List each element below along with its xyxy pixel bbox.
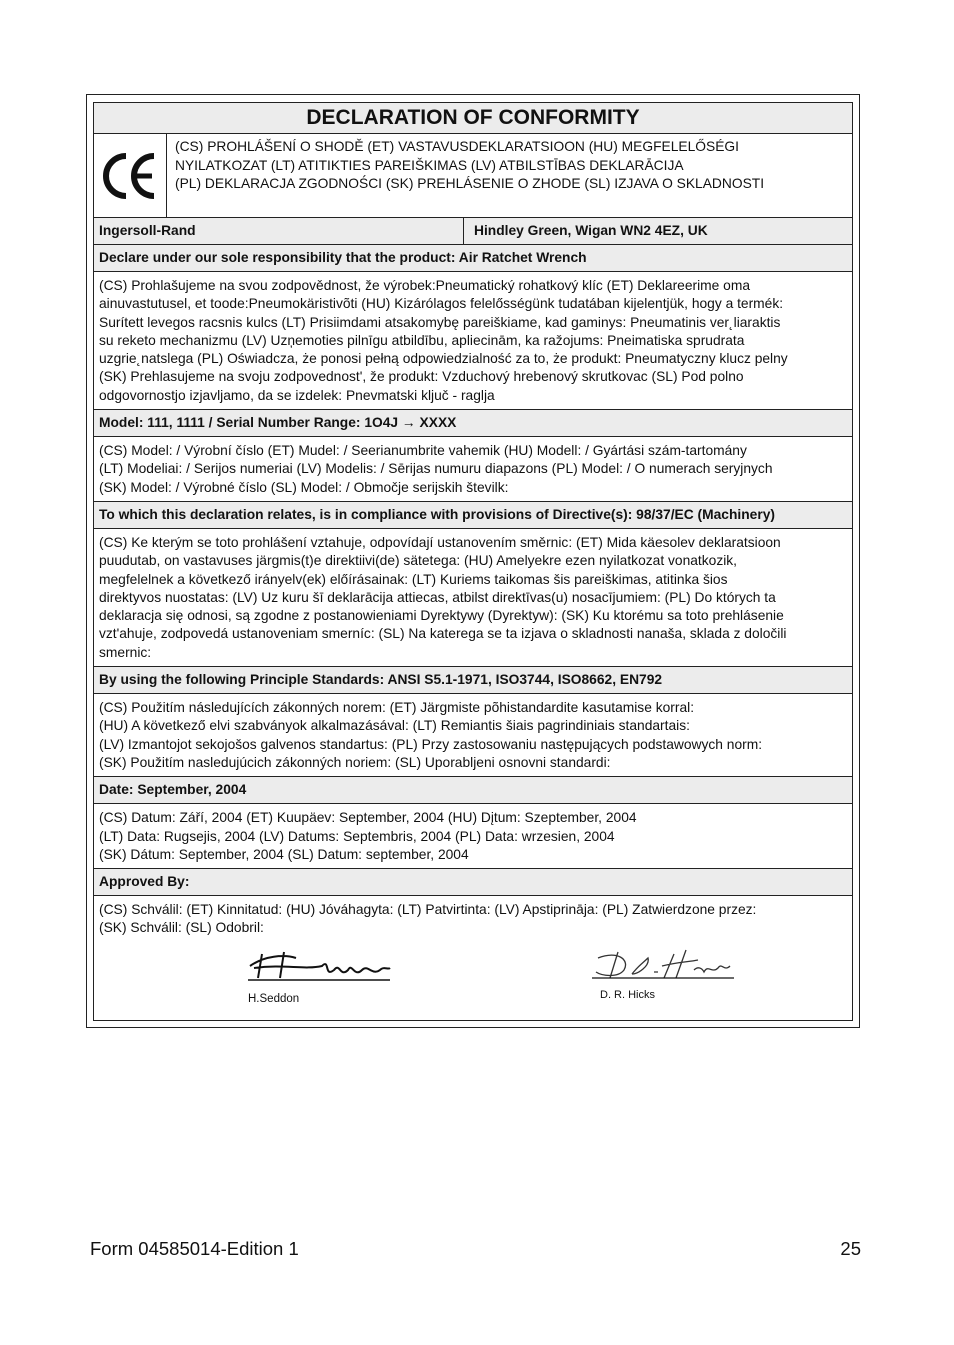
body-line: (CS) Použitím následujících zákonných norem: (ET) Järgmiste põhistandardite kasutamise korral:: [99, 700, 695, 716]
body-line: (HU) A következő elvi szabványok alkalmazásával: (LT) Remiantis šiais pagrindiniais standartais:: [99, 718, 690, 734]
signature-name: D. R. Hicks: [600, 988, 655, 1001]
body-line: Surített levegos racsnis kulcs (LT) Prisiimdami atsakomybę pareiškiame, kad gaminys: Pneumatinis ver˛liaraktis: [99, 314, 781, 330]
body-line: (LT) Data: Rugsejis, 2004 (LV) Datums: Septembris, 2004 (PL) Data: wrzesien, 2004: [99, 828, 615, 844]
body-line: smernic:: [99, 644, 152, 660]
declaration-frame: [86, 94, 860, 1028]
ce-text-line: (PL) DEKLARACJA ZGODNOŚCI (SK) PREHLÁSENIE O ZHODE (SL) IZJAVA O SKLADNOSTI: [175, 176, 765, 191]
body-line: direktyvos nuostatas: (LV) Uz kuru šī deklarācija attiecas, atbilst direktīvas(u) nosacījumiem: (PL) Do których ta: [99, 589, 776, 605]
body-line: (SK) Prehlasujeme na svoju zodpovednost', že produkt: Vzduchový hrebenový skrutkovac (SL) Pod polno: [99, 369, 744, 385]
body-line: (LV) Izmantojot sekojošos galvenos standartus: (PL) Przy zastosowaniu następujących podstawowych norm:: [99, 736, 763, 752]
declaration-table: [93, 102, 853, 1021]
approved-body: [94, 896, 852, 942]
signature-seddon: [244, 948, 394, 1005]
body-line: (CS) Prohlašujeme na svou zodpovědnost, že výrobek:Pneumatický rohatkový klíc (ET) Deklareerime oma: [99, 278, 751, 293]
body-line: (CS) Datum: Září, 2004 (ET) Kuupäev: September, 2004 (HU) Dįtum: Szeptember, 2004: [99, 810, 637, 826]
body-line: (CS) Model: / Výrobní číslo (ET) Mudel: / Seerianumbrite vahemik (HU) Modell: / Gyártási szám-tartomány: [99, 443, 747, 459]
body-line: vzt'ahuje, zodpovedá ustanoveniam smerníc: (SL) Na katerega se ta izjava o skladnosti nanaša, sklada z določili: [99, 626, 787, 642]
page-number: 25: [840, 1238, 861, 1259]
company-address: Hindley Green, Wigan WN2 4EZ, UK: [474, 223, 708, 238]
standards-body: [94, 694, 852, 777]
signature-hicks-icon: [588, 944, 736, 984]
ce-text-line: NYILATKOZAT (LT) ATITIKTIES PAREIŠKIMAS (LV) ATBILSTĪBAS DEKLARĀCIJA: [175, 157, 684, 173]
body-line: puudutab, on vastavuses järgmis(t)e direktiivi(de) sätetega: (HU) Amelyekre ezen nyilatkozat vonatkozik,: [99, 553, 738, 569]
body-line: su reketo mechanizmu (LV) Uzņemoties pilnīgu atbildību, apliecinām, ka ražojums: Pneimatiska sprudrata: [99, 332, 745, 348]
date-header: Date: September, 2004: [94, 777, 852, 804]
ce-mark-graphic: [98, 148, 162, 204]
body-line: (SK) Model: / Výrobné číslo (SL) Model: / Območje serijskih številk:: [99, 479, 509, 495]
directive-header: To which this declaration relates, is in compliance with provisions of Directive(s): 98/37/EC (Machinery): [94, 502, 852, 529]
body-line: (LT) Modeliai: / Serijos numeriai (LV) Modelis: / Sērijas numuru diapazons (PL) Model: / O numerach seryjnych: [99, 461, 773, 477]
signatures-area: [94, 942, 852, 1028]
standards-header: By using the following Principle Standards: ANSI S5.1-1971, ISO3744, ISO8662, EN792: [94, 667, 852, 694]
signature-name: H.Seddon: [248, 992, 300, 1005]
ce-header-row: [94, 134, 852, 218]
body-line: deklaracja się odnosi, są zgodne z postanowieniami Dyrektywy (Dyrektyw): (SK) Ku ktorému sa toto prehlásenie: [99, 608, 784, 624]
approved-header: Approved By:: [94, 869, 852, 896]
signature-seddon-icon: [244, 948, 394, 986]
ce-mark-icon: [94, 134, 167, 217]
company-address-row: [94, 218, 852, 245]
model-header: Model: 111, 1111 / Serial Number Range: 1O4J → XXXX: [94, 410, 852, 437]
body-line: megfelelnek a következő irányelv(ek) előírásainak: (LT) Kuriems taikomas šis pareiškimas, atitinka šios: [99, 571, 728, 587]
body-line: (CS) Schválil: (ET) Kinnitatud: (HU) Jóváhagyta: (LT) Patvirtinta: (LV) Apstiprināja: (PL) Zatwierdzone przez:: [99, 902, 757, 918]
product-header: Declare under our sole responsibility that the product: Air Ratchet Wrench: [94, 245, 852, 272]
form-number: Form 04585014-Edition 1: [90, 1238, 299, 1259]
body-line: odgovornostjo izjavljamo, da se izdelek: Pnevmatski ključ - raglja: [99, 387, 495, 403]
directive-body: [94, 529, 852, 667]
document-title: DECLARATION OF CONFORMITY: [94, 103, 852, 134]
body-line: (SK) Dátum: September, 2004 (SL) Datum: september, 2004: [99, 846, 469, 862]
ce-text-line: (CS) PROHLÁŠENÍ O SHODĚ (ET) VASTAVUSDEKLARATSIOON (HU) MEGFELELŐSÉGI: [175, 139, 739, 154]
ce-multilingual-title: [167, 134, 852, 217]
body-line: (SK) Použitím nasledujúcich zákonných noriem: (SL) Uporabljeni osnovni standardi:: [99, 754, 611, 770]
body-line: (CS) Ke kterým se toto prohlášení vztahuje, odpovídají ustanovením směrnic: (ET) Mida käesolev deklaratsioon: [99, 534, 781, 550]
signature-hicks: [588, 944, 736, 1001]
body-line: ainuvastutusel, et toode:Pneumokäristivõti (HU) Kizárólagos felelősségünk tudatában kijelentjük, hogy a termék:: [99, 296, 784, 312]
product-body: [94, 272, 852, 410]
company-name: Ingersoll-Rand: [94, 218, 464, 244]
body-line: uzgrie˛natslega (PL) Oświadcza, że ponosi pełną odpowiedzialność za to, że produkt: Pneumatyczny klucz pelny: [99, 351, 788, 367]
model-body: [94, 437, 852, 502]
date-body: [94, 804, 852, 869]
body-line: (SK) Schválil: (SL) Odobril:: [99, 920, 264, 936]
